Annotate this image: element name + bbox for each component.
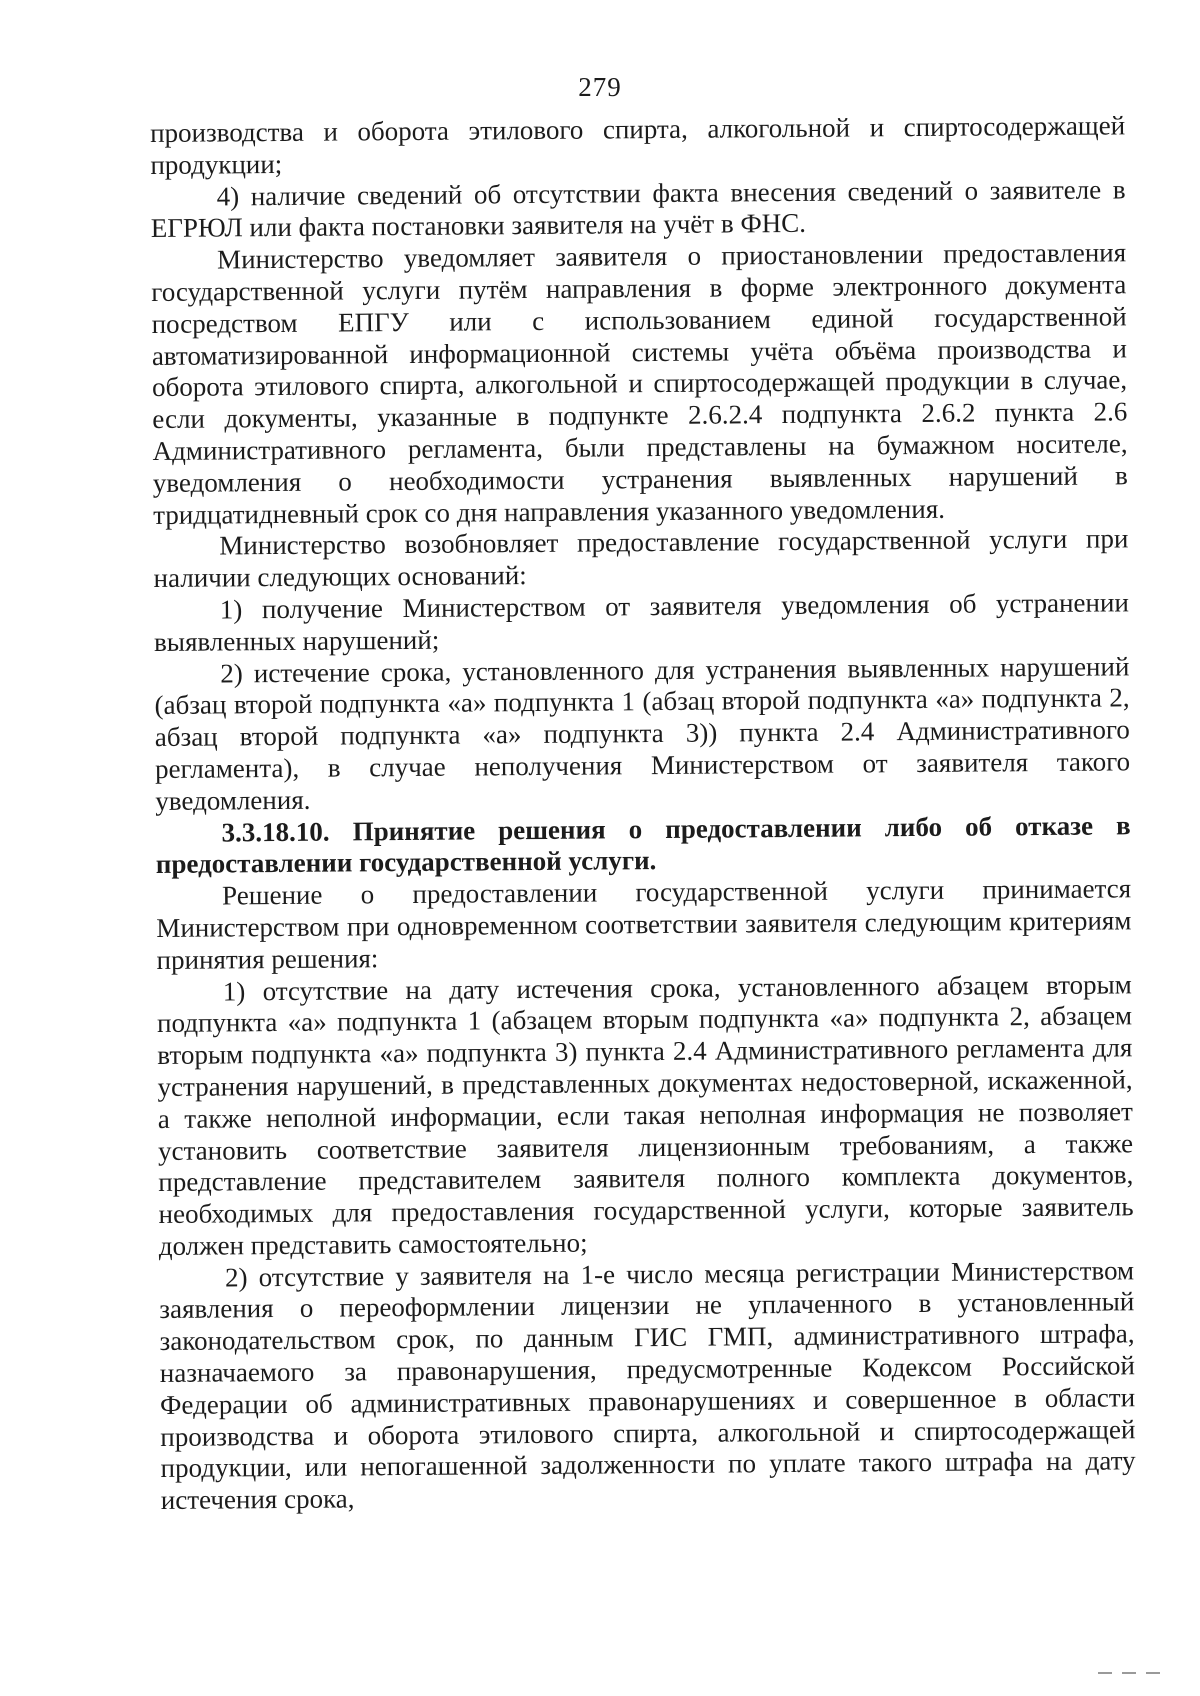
criteria-item-2: 2) отсутствие у заявителя на 1-е число месяца регистрации Министерством заявления о переоформлении лицензии не уплаченного в установленный законодательством срок, по данным ГИС ГМП, административного штрафа, назначаемого за правонарушения, предусмотренные Кодексом Российской Федерации об административных правонарушениях и совершенное в области производства и оборота этилового спирта, алкогольной и спиртосодержащей продукции, или непогашенной задолженности по уплате такого штрафа на дату истечения срока, <box>159 1254 1136 1516</box>
paragraph-suspension-notice: Министерство уведомляет заявителя о приостановлении предоставления государственной услуги путём направления в форме электронного документа посредством ЕПГУ или с использованием единой государственной автоматизированной информационной системы учёта объёма производства и оборота этилового спирта, алкогольной и спиртосодержащей продукции в случае, если документы, указанные в подпункте 2.6.2.4 подпункта 2.6.2 пункта 2.6 Административного регламента, были представлены на бумажном носителе, уведомления о необходимости устранения выявленных нарушений в тридцатидневный срок со дня направления указанного уведомления. <box>151 237 1128 530</box>
section-heading: 3.3.18.10. Принятие решения о предоставлении либо об отказе в предоставлении государственной услуги. <box>155 809 1131 880</box>
page-number: 279 <box>578 72 622 102</box>
document-body <box>150 110 1136 1517</box>
list-item-1: 1) получение Министерством от заявителя уведомления об устранении выявленных нарушений; <box>153 587 1129 657</box>
paragraph-decision: Решение о предоставлении государственной услуги принимается Министерством при одновременном соответствии заявителя следующим критериям принятия решения: <box>156 873 1132 975</box>
scan-artifact-mark <box>1122 1672 1136 1674</box>
criteria-item-1: 1) отсутствие на дату истечения срока, установленного абзацем вторым подпункта «а» подпункта 1 (абзацем вторым подпункта «а» подпункта 2, абзацем вторым подпункта «а» подпункта 3) пункта 2.4 Административного регламента для устранения нарушений, в представленных документах недостоверной, искаженной, а также неполной информации, если такая неполная информация не позволяет установить соответствие заявителя лицензионным требованиям, а также представление представителем заявителя полного комплекта документов, необходимых для предоставления государственной услуги, которые заявитель должен представить самостоятельно; <box>156 968 1134 1261</box>
list-item-2: 2) истечение срока, установленного для устранения выявленных нарушений (абзац второй подпункта «а» подпункта 1 (абзац второй подпункта «а» подпункта 2, абзац второй подпункта «а» подпункта 3)) пункта 2.4 Административного регламента), в случае неполучения Министерством от заявителя такого уведомления. <box>154 650 1131 816</box>
scan-artifact-mark <box>1098 1672 1112 1674</box>
paragraph-resumption: Министерство возобновляет предоставление государственной услуги при наличии следующих оснований: <box>153 523 1129 594</box>
paragraph-continuation: производства и оборота этилового спирта, алкогольной и спиртосодержащей продукции; <box>150 110 1126 180</box>
scan-artifact-mark <box>1146 1672 1160 1674</box>
list-item-4: 4) наличие сведений об отсутствии факта внесения сведений о заявителе в ЕГРЮЛ или факта постановки заявителя на учёт в ФНС. <box>150 173 1126 244</box>
